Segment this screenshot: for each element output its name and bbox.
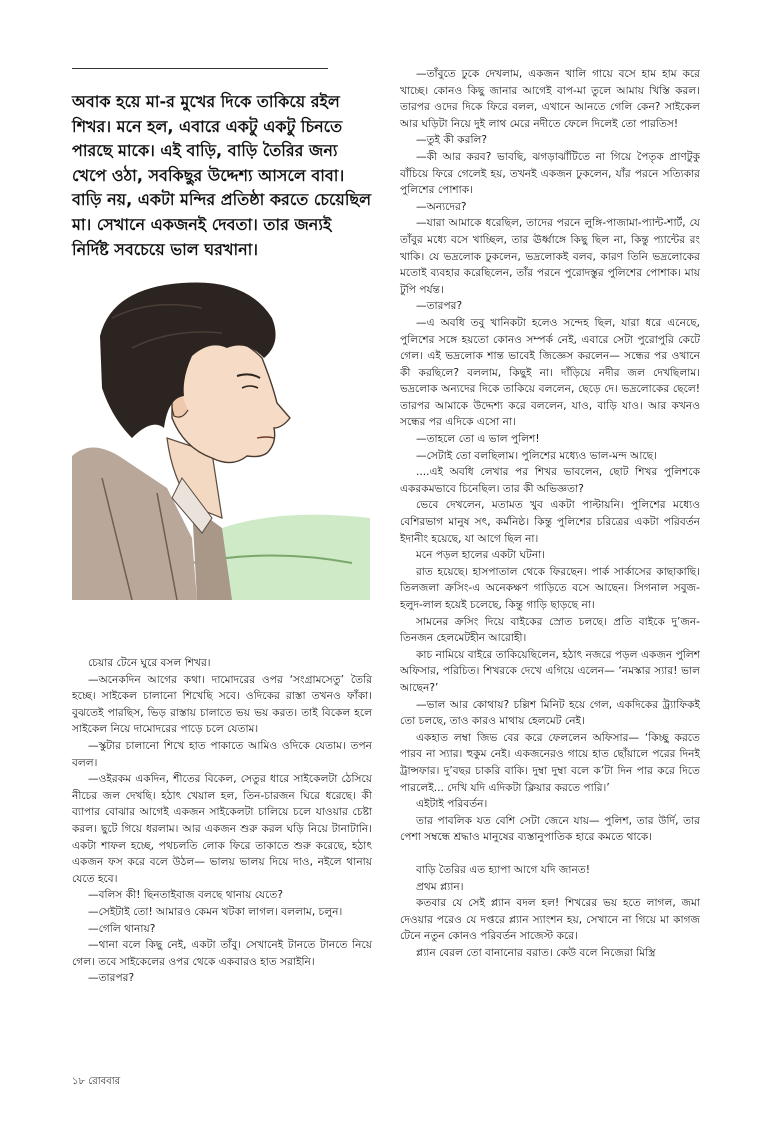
paragraph: বাড়ি তৈরির এত হ্যাপা আগে যদি জানত! <box>416 863 590 876</box>
paragraph: ....এই অবধি লেখার পর শিখর ভাবলেন, ছোট শিখর পুলিশকে একরকমভাবে চিনেছিল। তার কী অভিজ্ঞতা? <box>400 466 700 495</box>
paragraph: —ভাল আর কোথায়? চল্লিশ মিনিট হয়ে গেল, একদিকের ট্র্যাফিকই তো চলছে, তাও কারও মাথায় হেলমেট নেই। <box>400 698 700 728</box>
paragraph: —তারপর? <box>416 300 463 313</box>
paragraph: —বলিস কী! ছিনতাইবাজ বলছে থানায় যেতে? <box>88 889 283 902</box>
pull-quote: অবাক হয়ে মা-র মুখের দিকে তাকিয়ে রইল শিখর। মনে হল, এবারে একটু একটু চিনতে পারছে মাকে। এই বাড়ি, বাড়ি তৈরির জন্য খেপে ওঠা, সবকিছুর উদ্দেশ্য আসলে বাবা। বাড়ি নয়, একটা মন্দির প্রতিষ্ঠা করতে চেয়েছিল মা। সেখানে একজনই দেবতা। তার জন্যই নির্দিষ্ট সবচেয়ে ভাল ঘরখানা। <box>72 92 372 259</box>
illustration-man-profile <box>72 278 370 600</box>
paragraph: —স্কুটার চালানো শিখে হাত পাকাতে আমিও ওদিকে যেতাম। তপন বলল। <box>72 739 372 769</box>
paragraph: —সেইটাই তো! আমারও কেমন খটকা লাগল। বললাম, চলুন। <box>88 905 343 918</box>
paragraph: —তাঁবুতে ঢুকে দেখলাম, একজন খালি গায়ে বসে হাম হাম করে খাচ্ছে। কোনও কিছু জানার আগেই বাপ-মা তুলে আমায় খিস্তি করল। তারপর ওদের দিকে ফিরে বলল, এখানে আনতে গেলি কেন? সাইকেল আর ঘড়িটা নিয়ে দুই লাথ মেরে নদীতে ফেলে দিলেই তো পারতিস! <box>400 68 700 130</box>
text-column-right <box>400 66 700 961</box>
paragraph: —থানা বলে কিছু নেই, একটা তাঁবু। সেখানেই টানতে টানতে নিয়ে গেল। তবে সাইকেলের ওপর থেকে একবারও হাত সরাইনি। <box>72 939 372 968</box>
top-rule <box>72 68 328 69</box>
paragraph: —তাহলে তো এ ভাল পুলিশ! <box>416 433 540 446</box>
paragraph: —সেটাই তো বলছিলাম। পুলিশের মধ্যেও ভাল-মন্দ আছে। <box>416 449 657 462</box>
paragraph: —যারা আমাকে ধরেছিল, তাদের পরনে লুঙ্গি-পাজামা-প্যান্ট-শার্ট, যে তাঁবুর মধ্যে বসে খাচ্ছিল, তার ঊর্ধ্বাঙ্গে কিছু ছিল না, কিন্তু প্যান্টের রং খাকি। যে ভদ্রলোক ঢুকলেন, ভদ্রলোকই বলব, কারণ তিনি ভদ্রলোকের মতোই ব্যবহার করেছিলেন, তাঁর পরনে পুরোদস্তুর পুলিশের পোশাক। মায় টুপি পর্যন্ত। <box>400 217 700 296</box>
paragraph: —এ অবধি তবু খানিকটা হলেও সন্দেহ ছিল, যারা ধরে এনেছে, পুলিশের সঙ্গে হয়তো কোনও সম্পর্ক নেই, এবারে সেটা পুরোপুরি কেটে গেল। এই ভদ্রলোক শান্ত ভাবেই জিজ্ঞেস করলেন— সন্ধের পর ওখানে কী করছিলে? বললাম, কিছুই না। দাঁড়িয়ে নদীর জল দেখছিলাম। ভদ্রলোক অন্যদের দিকে তাকিয়ে বললেন, ছেড়ে দে। ভদ্রলোকের ছেলে! তারপর আমাকে উদ্দেশ্য করে বললেন, যাও, বাড়ি যাও। আর কখনও সন্ধের পর এদিকে এসো না। <box>400 316 700 429</box>
paragraph: ভেবে দেখলেন, মতামত খুব একটা পাল্টায়নি। পুলিশের মধ্যেও বেশিরভাগ মানুষ সৎ, কর্মনিষ্ঠ। কিন্তু পুলিশের চরিত্রের একটা পরিবর্তন ইদানীং হয়েছে, যা আগে ছিল না। <box>400 499 700 545</box>
paragraph: —অন্যদের? <box>416 200 467 213</box>
paragraph: —তারপর? <box>88 972 135 985</box>
paragraph: এইটাই পরিবর্তন। <box>416 798 488 811</box>
paragraph: প্ল্যান বেরল তো বানানোর বরাত। কেউ বলে নিজেরা মিস্ত্রি <box>416 946 656 959</box>
paragraph: চেয়ার টেনে ঘুরে বসল শিখর। <box>88 657 211 669</box>
paragraph: —অনেকদিন আগের কথা। দামোদরের ওপর ‘সংগ্রামসেতু’ তৈরি হচ্ছে। সাইকেল চালানো শিখেছি সবে। ওদিকের রাস্তা তখনও ফাঁকা। বুঝতেই পারছিস, ভিড় রাস্তায় চালাতে ভয় ভয় করত। তাই বিকেল হলে সাইকেল নিয়ে দামোদরের পাড়ে চলে যেতাম। <box>72 673 372 736</box>
paragraph: সামনের ক্রসিং দিয়ে বাইকের স্রোত চলছে। প্রতি বাইকে দু’জন-তিনজন হেলমেটহীন আরোহী। <box>400 615 700 645</box>
paragraph: কাচ নামিয়ে বাইরে তাকিয়েছিলেন, হঠাৎ নজরে পড়ল একজন পুলিশ অফিসার, পরিচিত। শিখরকে দেখে এগিয়ে এলেন— ‘নমস্কার স্যার! ভাল আছেন?’ <box>400 648 700 694</box>
paragraph: একহাত লম্বা জিভ বের করে ফেললেন অফিসার— ‘কিচ্ছু করতে পারব না স্যার। হুকুম নেই। একজনেরও গায়ে হাত ছোঁয়ালে পরের দিনই ট্রান্সফার। দু’বছর চাকরি বাকি। দুম্বা দুম্বা বলে ক’টা দিন পার করে দিতে পারলেই... দেখি যদি এদিকটা ক্লিয়ার করতে পারি।’ <box>400 731 700 794</box>
paragraph: রাত হয়েছে। হাসপাতাল থেকে ফিরছেন। পার্ক সার্কাসের কাছাকাছি। তিলজলা ক্রসিং-এ অনেকক্ষণ গাড়িতে বসে আছেন। সিগনাল সবুজ-হলুদ-লাল হয়েই চলেছে, কিন্তু গাড়ি ছাড়ছে না। <box>400 565 700 611</box>
paragraph: —কী আর করব? ভাবছি, ঝগড়াঝাঁটিতে না গিয়ে পৈতৃক প্রাণটুকু বাঁচিয়ে ফিরে গেলেই হয়, তখনই একজন ঢুকলেন, যাঁর পরনে সত্যিকার পুলিশের পোশাক। <box>400 150 700 197</box>
paragraph: —তুই কী করলি? <box>416 134 488 147</box>
paragraph: মনে পড়ল হালের একটা ঘটনা। <box>416 549 546 562</box>
paragraph: প্রথম প্ল্যান। <box>416 880 464 893</box>
text-column-left <box>72 655 372 987</box>
paragraph: —ওইরকম একদিন, শীতের বিকেল, সেতুর ধারে সাইকেলটা ঠেসিয়ে নীচের জল দেখছি। হঠাৎ খেয়াল হল, তিন-চারজন ঘিরে ধরেছে। কী ব্যাপার বোঝার আগেই একজন সাইকেলটা চালিয়ে চলে যাওয়ার চেষ্টা করল। ছুটে গিয়ে ধরলাম। আর একজন শুরু করল ঘড়ি নিয়ে টানাটানি। একটা শাফল হচ্ছে, পথচলতি লোক ফিরে তাকাতে শুরু করেছে, হঠাৎ একজন ফস করে বলে উঠল— ভালয় ভালয় দিয়ে দাও, নইলে থানায় যেতে হবে। <box>72 773 372 885</box>
paragraph: তার পাবলিক যত বেশি সেটা জেনে যায়— পুলিশ, তার উর্দি, তার পেশা সম্বন্ধে শ্রদ্ধাও মানুষের ব্যস্তানুপাতিক হারে কমতে থাকে। <box>400 814 700 844</box>
paragraph: —গেলি থানায়? <box>88 922 156 935</box>
paragraph: কতবার যে সেই প্ল্যান বদল হল! শিখরের ভয় হতে লাগল, জমা দেওয়ার পরেও যে দপ্তরে প্ল্যান স্যাংশন হয়, সেখানে না গিয়ে মা কাগজ টেনে নতুন কোনও পরিবর্তন সাজেস্ট করে। <box>400 897 700 943</box>
page-folio: ১৮ রোববার <box>72 1076 121 1087</box>
